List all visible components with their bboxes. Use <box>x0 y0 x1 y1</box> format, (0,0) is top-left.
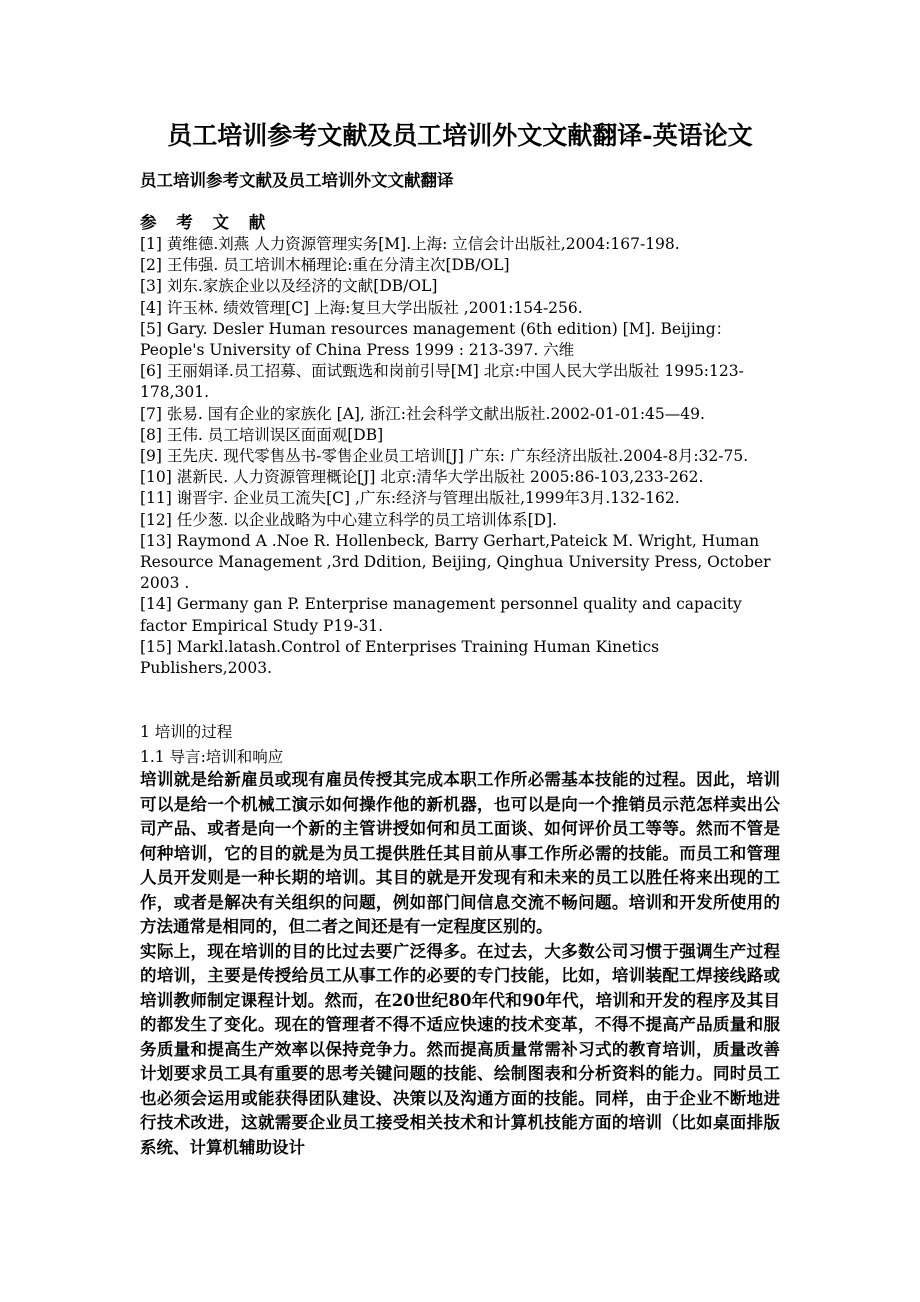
body-paragraph: 实际上，现在培训的目的比过去要广泛得多。在过去，大多数公司习惯于强调生产过程的培训，主要是传授给员工从事工作的必要的专门技能，比如，培训装配工焊接线路或培训教师制定课程计划。然而，在20世纪80年代和90年代，培训和开发的程序及其目的都发生了变化。现在的管理者不得不适应快速的技术变革，不得不提高产品质量和服务质量和提高生产效率以保持竞争力。然而提高质量常需补习式的教育培训，质量改善计划要求员工具有重要的思考关键问题的技能、绘制图表和分析资料的能力。同时员工也必须会运用或能获得团队建设、决策以及沟通方面的技能。同样，由于企业不断地进行技术改进，这就需要企业员工接受相关技术和计算机技能方面的培训（比如桌面排版系统、计算机辅助设计 <box>140 941 780 1157</box>
reference-item: [11] 谢晋宇. 企业员工流失[C] ,广东:经济与管理出版社,1999年3月.132-162. <box>140 489 680 508</box>
reference-item: [8] 王伟. 员工培训误区面面观[DB] <box>140 425 384 444</box>
reference-item: [14] Germany gan P. Enterprise management personnel quality and capacity factor Empirical Study P19-31. <box>140 595 742 635</box>
reference-item: [9] 王先庆. 现代零售丛书-零售企业员工培训[J] 广东: 广东经济出版社.2004-8月:32-75. <box>140 447 749 466</box>
subsection-heading: 1.1 导言:培训和响应 <box>140 748 284 766</box>
reference-item: [4] 许玉林. 绩效管理[C] 上海:复旦大学出版社 ,2001:154-256. <box>140 298 583 317</box>
reference-item: [13] Raymond A .Noe R. Hollenbeck, Barry Gerhart,Pateick M. Wright, Human Resource Management ,3rd Ddition, Beijing, Qinghua University Press, October 2003 . <box>140 531 771 593</box>
reference-item: [3] 刘东.家族企业以及经济的文献[DB/OL] <box>140 277 438 296</box>
reference-item: [15] Markl.latash.Control of Enterprises Training Human Kinetics Publishers,2003. <box>140 637 660 678</box>
reference-item: [1] 黄维德.刘燕 人力资源管理实务[M].上海: 立信会计出版社,2004:167-198. <box>140 235 680 253</box>
reference-item: [10] 湛新民. 人力资源管理概论[J] 北京:清华大学出版社 2005:86-103,233-262. <box>140 468 704 487</box>
section-heading: 1 培训的过程 <box>140 723 233 741</box>
body-text <box>140 768 780 1160</box>
reference-item: [12] 任少葱. 以企业战略为中心建立科学的员工培训体系[D]. <box>140 510 558 529</box>
document-subtitle: 员工培训参考文献及员工培训外文文献翻译 <box>140 171 454 190</box>
reference-item: [7] 张易. 国有企业的家族化 [A], 浙江:社会科学文献出版社.2002-01-01:45—49. <box>140 404 705 423</box>
document-title: 员工培训参考文献及员工培训外文文献翻译-英语论文 <box>167 121 753 150</box>
reference-item: [6] 王丽娟译.员工招募、面试甄选和岗前引导[M] 北京:中国人民大学出版社 1995:123-178,301. <box>140 362 744 402</box>
reference-item: [2] 王伟强. 员工培训木桶理论:重在分清主次[DB/OL] <box>140 256 510 275</box>
references-list <box>140 234 790 679</box>
references-heading: 参 考 文 献 <box>140 213 273 232</box>
reference-item: [5] Gary. Desler Human resources management (6th edition) [M]. Beijing：People's University of China Press 1999 : 213-397. 六维 <box>140 319 732 360</box>
body-paragraph: 培训就是给新雇员或现有雇员传授其完成本职工作所必需基本技能的过程。因此，培训可以是给一个机械工演示如何操作他的新机器，也可以是向一个推销员示范怎样卖出公司产品、或者是向一个新的主管讲授如何和员工面谈、如何评价员工等等。然而不管是何种培训，它的目的就是为员工提供胜任其目前从事工作所必需的技能。而员工和管理人员开发则是一种长期的培训。其目的就是开发现有和未来的员工以胜任将来出现的工作，或者是解决有关组织的问题，例如部门间信息交流不畅问题。培训和开发所使用的方法通常是相同的，但二者之间还是有一定程度区别的。 <box>140 770 780 936</box>
